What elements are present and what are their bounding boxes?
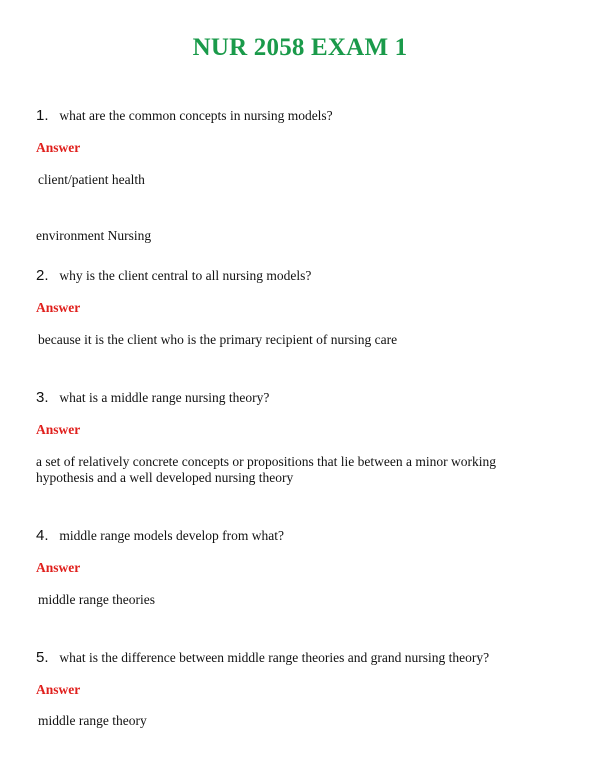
question-text: middle range models develop from what? (59, 528, 284, 543)
question-text: what is the difference between middle range theories and grand nursing theory? (59, 650, 490, 665)
answer-text: because it is the client who is the primary recipient of nursing care (38, 332, 398, 347)
question-number: 1. (36, 107, 49, 124)
question-number: 4. (36, 527, 49, 544)
question-number: 5. (36, 649, 49, 666)
answer-text: middle range theories (38, 592, 155, 607)
question-text: what is a middle range nursing theory? (59, 390, 270, 405)
answer-label: Answer (36, 682, 81, 697)
question-number: 2. (36, 267, 49, 284)
answer-text: client/patient health (38, 172, 145, 187)
question-1 (36, 107, 333, 124)
answer-label: Answer (36, 422, 81, 437)
answer-label: Answer (36, 300, 81, 315)
answer-text: environment Nursing (36, 228, 152, 243)
answer-text: a set of relatively concrete concepts or propositions that lie between a minor working hypothesis and a well developed nursing theory (36, 454, 496, 485)
answer-label: Answer (36, 140, 81, 155)
question-4 (36, 527, 284, 544)
question-number: 3. (36, 389, 49, 406)
question-text: why is the client central to all nursing models? (59, 268, 312, 283)
question-3 (36, 389, 269, 406)
document-title: NUR 2058 EXAM 1 (192, 34, 408, 61)
answer-label: Answer (36, 560, 81, 575)
answer-text: middle range theory (38, 713, 147, 728)
question-5 (36, 649, 489, 666)
question-text: what are the common concepts in nursing models? (59, 108, 333, 123)
question-2 (36, 267, 311, 284)
